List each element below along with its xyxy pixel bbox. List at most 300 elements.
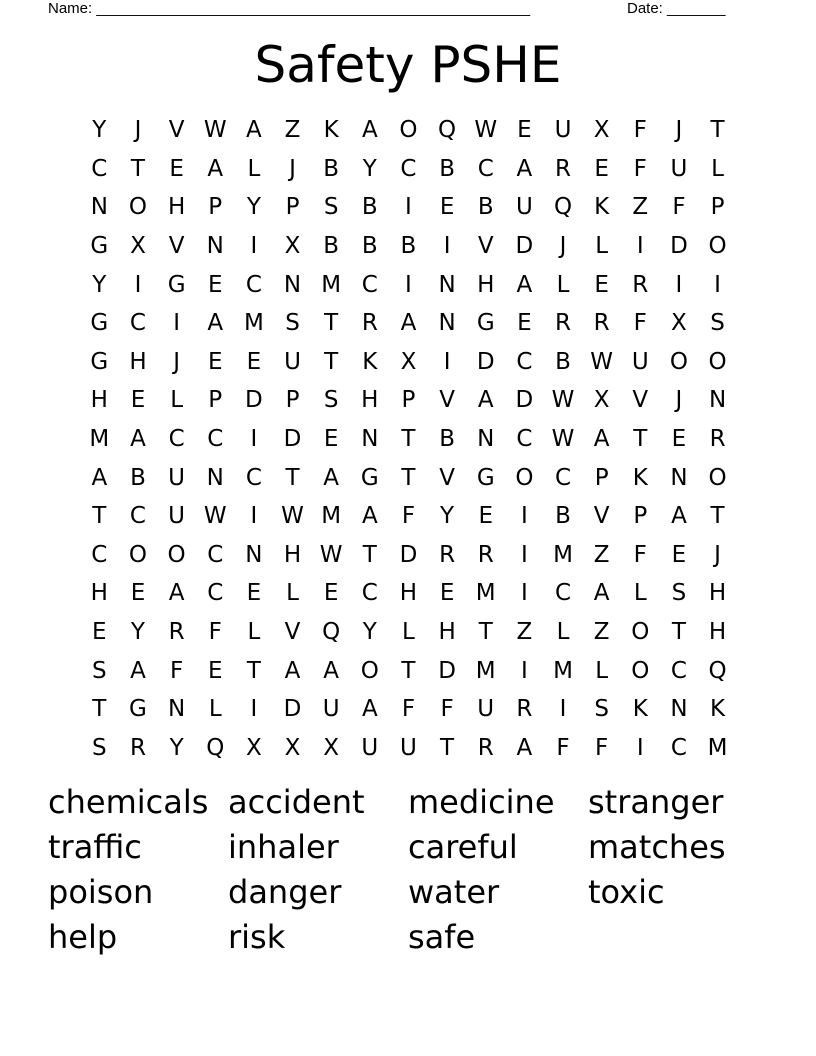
grid-cell: X [593, 387, 610, 414]
grid-cell: Y [246, 194, 261, 221]
grid-cell: R [555, 310, 571, 337]
grid-cell: H [129, 348, 147, 375]
grid-cell: H [438, 619, 456, 646]
grid-cell: T [633, 426, 648, 453]
grid-cell: T [710, 117, 725, 144]
grid-cell: Y [130, 619, 145, 646]
grid-cell: S [323, 387, 339, 414]
grid-cell: N [361, 426, 379, 453]
grid-cell: C [670, 734, 687, 761]
grid-cell: T [671, 619, 686, 646]
grid-row [80, 729, 737, 768]
grid-cell: A [361, 117, 378, 144]
grid-cell: T [92, 696, 107, 723]
grid-cell: Y [362, 155, 377, 182]
grid-cell: I [675, 271, 683, 298]
grid-row [80, 265, 737, 304]
grid-cell: G [167, 271, 186, 298]
grid-cell: I [636, 734, 644, 761]
grid-cell: N [670, 464, 688, 491]
grid-cell: G [476, 310, 495, 337]
grid-row [80, 227, 737, 266]
grid-cell: C [516, 348, 533, 375]
grid-cell: O [708, 233, 727, 260]
grid-cell: A [400, 310, 417, 337]
grid-cell: D [438, 657, 456, 684]
grid-cell: H [90, 387, 108, 414]
grid-cell: F [672, 194, 686, 221]
grid-cell: Q [206, 734, 225, 761]
grid-cell: C [129, 310, 146, 337]
grid-cell: D [283, 696, 302, 723]
grid-cell: F [633, 310, 647, 337]
letter-grid [80, 111, 737, 767]
grid-cell: U [168, 464, 186, 491]
grid-cell: H [708, 580, 727, 607]
grid-cell: O [708, 464, 727, 491]
grid-cell: T [130, 155, 145, 182]
grid-cell: N [708, 387, 727, 414]
grid-cell: M [321, 503, 342, 530]
grid-cell: I [559, 696, 567, 723]
grid-cell: V [168, 233, 185, 260]
grid-cell: O [128, 194, 148, 221]
grid-row [80, 536, 737, 575]
grid-cell: T [285, 464, 300, 491]
grid-cell: I [636, 233, 644, 260]
grid-cell: R [477, 541, 494, 568]
grid-cell: D [399, 541, 418, 568]
grid-cell: I [520, 657, 528, 684]
grid-cell: N [283, 271, 302, 298]
grid-cell: A [516, 271, 533, 298]
grid-cell: E [323, 426, 339, 453]
grid-cell: M [553, 657, 573, 684]
word-list-item: help [48, 918, 118, 956]
word-list-item: matches [588, 828, 726, 866]
grid-cell: T [324, 348, 339, 375]
grid-cell: D [515, 233, 534, 260]
grid-cell: C [361, 580, 378, 607]
grid-cell: L [208, 696, 222, 723]
grid-cell: B [130, 464, 146, 491]
grid-cell: M [89, 426, 110, 453]
grid-cell: T [440, 734, 455, 761]
grid-cell: C [554, 464, 572, 491]
grid-cell: B [323, 233, 340, 260]
grid-cell: C [477, 155, 494, 182]
grid-cell: O [399, 117, 418, 144]
grid-cell: A [361, 503, 378, 530]
grid-cell: J [675, 117, 683, 144]
grid-cell: B [477, 194, 494, 221]
grid-cell: E [246, 348, 262, 375]
word-list-item: traffic [48, 828, 142, 866]
grid-cell: H [708, 619, 727, 646]
grid-cell: L [556, 619, 570, 646]
grid-cell: E [207, 348, 223, 375]
word-list-item: chemicals [48, 783, 209, 821]
grid-cell: L [170, 387, 184, 414]
grid-cell: J [173, 348, 180, 375]
grid-cell: A [207, 155, 224, 182]
grid-cell: A [593, 580, 610, 607]
grid-cell: E [207, 271, 223, 298]
grid-cell: U [631, 348, 649, 375]
grid-cell: K [323, 117, 339, 144]
grid-cell: B [555, 503, 571, 530]
grid-cell: V [632, 387, 649, 414]
grid-row [80, 651, 737, 690]
grid-cell: N [438, 310, 456, 337]
grid-cell: B [361, 194, 378, 221]
grid-cell: E [439, 194, 455, 221]
grid-cell: U [477, 696, 495, 723]
grid-cell: M [321, 271, 342, 298]
grid-cell: A [284, 657, 301, 684]
grid-cell: C [245, 271, 262, 298]
grid-cell: H [477, 271, 495, 298]
grid-cell: F [633, 155, 647, 182]
grid-cell: N [245, 541, 263, 568]
grid-cell: I [173, 310, 180, 337]
word-list-item: toxic [588, 873, 665, 911]
grid-cell: X [284, 734, 301, 761]
grid-cell: I [134, 271, 142, 298]
word-list-item: accident [228, 783, 365, 821]
page-title: Safety PSHE [254, 36, 562, 94]
grid-cell: C [207, 580, 224, 607]
grid-cell: G [90, 310, 109, 337]
grid-cell: C [670, 657, 687, 684]
grid-cell: E [594, 155, 609, 182]
grid-cell: Z [593, 619, 610, 646]
grid-row [80, 343, 737, 382]
grid-row [80, 458, 737, 497]
grid-cell: O [360, 657, 379, 684]
grid-cell: O [515, 464, 534, 491]
grid-cell: J [675, 387, 683, 414]
grid-cell: P [208, 387, 223, 414]
grid-cell: F [169, 657, 184, 684]
grid-cell: Y [362, 619, 377, 646]
grid-cell: J [289, 155, 296, 182]
grid-cell: I [250, 426, 258, 453]
grid-cell: S [92, 734, 107, 761]
grid-cell: O [631, 619, 650, 646]
grid-cell: P [633, 503, 648, 530]
grid-cell: I [405, 271, 412, 298]
grid-row [80, 613, 737, 652]
grid-cell: T [324, 310, 339, 337]
grid-cell: X [400, 348, 417, 375]
grid-row [80, 420, 737, 459]
grid-cell: E [671, 426, 687, 453]
grid-cell: W [203, 503, 227, 530]
grid-cell: B [439, 426, 455, 453]
grid-cell: N [670, 696, 688, 723]
word-list [48, 780, 808, 960]
grid-row [80, 304, 737, 343]
grid-cell: Y [92, 271, 107, 298]
grid-cell: B [400, 233, 417, 260]
grid-cell: E [246, 580, 262, 607]
grid-cell: N [167, 696, 186, 723]
worksheet-header [0, 0, 816, 20]
grid-cell: E [169, 155, 184, 182]
grid-cell: W [551, 426, 575, 453]
grid-cell: X [130, 233, 146, 260]
grid-cell: X [671, 310, 687, 337]
grid-cell: K [632, 464, 648, 491]
grid-cell: J [559, 233, 567, 260]
grid-cell: E [517, 310, 532, 337]
grid-cell: D [476, 348, 495, 375]
grid-cell: B [439, 155, 455, 182]
grid-cell: I [714, 271, 721, 298]
word-list-item: careful [408, 828, 518, 866]
grid-cell: T [401, 464, 416, 491]
grid-cell: P [285, 194, 300, 221]
grid-cell: C [361, 271, 378, 298]
grid-cell: A [91, 464, 108, 491]
grid-cell: S [710, 310, 725, 337]
grid-cell: V [284, 619, 301, 646]
grid-cell: L [286, 580, 299, 607]
grid-cell: L [402, 619, 415, 646]
grid-cell: U [670, 155, 688, 182]
grid-cell: X [593, 117, 610, 144]
grid-cell: G [90, 348, 109, 375]
grid-cell: I [520, 503, 528, 530]
grid-cell: T [710, 503, 725, 530]
grid-cell: R [361, 310, 378, 337]
grid-cell: A [130, 657, 146, 684]
grid-cell: H [167, 194, 186, 221]
grid-cell: L [247, 619, 261, 646]
grid-cell: A [361, 696, 378, 723]
grid-cell: L [556, 271, 570, 298]
grid-cell: G [90, 233, 109, 260]
grid-cell: Z [593, 541, 610, 568]
grid-cell: W [474, 117, 498, 144]
grid-cell: D [245, 387, 263, 414]
grid-cell: U [400, 734, 417, 761]
word-list-item: medicine [408, 783, 555, 821]
grid-cell: A [207, 310, 224, 337]
grid-cell: F [401, 696, 416, 723]
grid-row [80, 188, 737, 227]
grid-cell: E [323, 580, 339, 607]
grid-cell: R [129, 734, 146, 761]
grid-cell: M [475, 580, 496, 607]
grid-cell: K [594, 194, 610, 221]
grid-cell: L [711, 155, 724, 182]
grid-cell: K [632, 696, 648, 723]
grid-cell: X [246, 734, 262, 761]
grid-cell: L [247, 155, 261, 182]
grid-cell: C [91, 541, 108, 568]
grid-cell: A [323, 657, 340, 684]
grid-row [80, 497, 737, 536]
grid-cell: A [130, 426, 146, 453]
grid-row [80, 690, 737, 729]
word-list-item: safe [408, 918, 476, 956]
grid-cell: U [361, 734, 379, 761]
grid-cell: D [515, 387, 534, 414]
grid-row [80, 150, 737, 189]
grid-cell: A [516, 155, 533, 182]
grid-cell: C [554, 580, 572, 607]
grid-cell: V [439, 387, 455, 414]
grid-cell: R [593, 310, 610, 337]
grid-cell: E [594, 271, 609, 298]
grid-cell: S [671, 580, 687, 607]
grid-cell: H [90, 580, 108, 607]
word-list-item: stranger [588, 783, 724, 821]
grid-cell: Z [284, 117, 301, 144]
grid-cell: P [710, 194, 725, 221]
grid-cell: W [281, 503, 304, 530]
grid-cell: V [168, 117, 185, 144]
date-field: Date: _______ [627, 0, 726, 17]
word-list-item: inhaler [228, 828, 339, 866]
grid-row [80, 574, 737, 613]
grid-cell: G [360, 464, 379, 491]
grid-cell: X [323, 734, 340, 761]
grid-cell: U [515, 194, 533, 221]
grid-cell: B [555, 348, 571, 375]
grid-cell: J [134, 117, 142, 144]
grid-cell: B [323, 155, 340, 182]
grid-cell: F [633, 541, 647, 568]
grid-cell: E [517, 117, 532, 144]
grid-cell: Q [708, 657, 727, 684]
grid-cell: Y [92, 117, 107, 144]
word-list-item: risk [228, 918, 286, 956]
grid-cell: O [128, 541, 148, 568]
grid-cell: Y [440, 503, 455, 530]
grid-cell: W [203, 117, 227, 144]
grid-cell: A [246, 117, 262, 144]
grid-cell: P [401, 387, 416, 414]
grid-cell: T [401, 426, 416, 453]
grid-cell: F [208, 619, 222, 646]
grid-cell: F [556, 734, 570, 761]
grid-cell: T [362, 541, 377, 568]
grid-cell: A [671, 503, 687, 530]
word-list-item: poison [48, 873, 154, 911]
word-list-item: danger [228, 873, 342, 911]
word-list-item: water [408, 873, 500, 911]
grid-cell: M [475, 657, 496, 684]
grid-cell: F [633, 117, 647, 144]
grid-cell: I [520, 541, 528, 568]
grid-cell: J [714, 541, 721, 568]
grid-cell: X [284, 233, 301, 260]
grid-cell: E [130, 580, 146, 607]
grid-cell: T [478, 619, 493, 646]
grid-cell: P [285, 387, 300, 414]
grid-cell: B [361, 233, 378, 260]
grid-row [80, 381, 737, 420]
grid-cell: E [207, 657, 223, 684]
name-field: Name: ____________________________________________________ [48, 0, 531, 17]
grid-cell: Q [438, 117, 457, 144]
grid-cell: N [438, 271, 456, 298]
grid-cell: P [594, 464, 609, 491]
grid-cell: N [206, 233, 224, 260]
grid-cell: N [206, 464, 224, 491]
grid-cell: A [516, 734, 533, 761]
grid-cell: T [246, 657, 261, 684]
grid-cell: I [250, 696, 258, 723]
grid-cell: C [207, 426, 224, 453]
grid-cell: Q [553, 194, 573, 221]
grid-cell: I [520, 580, 528, 607]
grid-cell: N [477, 426, 495, 453]
grid-cell: G [476, 464, 495, 491]
grid-cell: U [554, 117, 572, 144]
grid-cell: L [595, 233, 609, 260]
grid-cell: A [593, 426, 610, 453]
grid-cell: W [551, 387, 575, 414]
grid-cell: C [400, 155, 417, 182]
grid-cell: C [168, 426, 185, 453]
grid-cell: R [168, 619, 185, 646]
grid-cell: W [319, 541, 343, 568]
grid-cell: G [129, 696, 147, 723]
grid-cell: U [322, 696, 340, 723]
grid-cell: I [443, 233, 451, 260]
grid-cell: O [669, 348, 688, 375]
grid-cell: V [439, 464, 455, 491]
grid-row [80, 111, 737, 150]
grid-cell: O [708, 348, 727, 375]
grid-cell: T [401, 657, 416, 684]
grid-cell: D [283, 426, 302, 453]
grid-cell: O [167, 541, 186, 568]
grid-cell: R [555, 155, 571, 182]
grid-cell: I [405, 194, 412, 221]
grid-cell: S [92, 657, 107, 684]
grid-cell: R [516, 696, 533, 723]
grid-cell: F [595, 734, 609, 761]
grid-cell: C [245, 464, 262, 491]
grid-cell: I [250, 233, 258, 260]
grid-cell: Z [632, 194, 649, 221]
grid-cell: T [92, 503, 107, 530]
grid-cell: A [168, 580, 185, 607]
grid-cell: L [633, 580, 647, 607]
grid-cell: E [478, 503, 493, 530]
grid-cell: M [553, 541, 573, 568]
grid-cell: M [707, 734, 728, 761]
grid-cell: R [632, 271, 649, 298]
grid-cell: S [285, 310, 300, 337]
grid-cell: U [168, 503, 186, 530]
grid-cell: U [284, 348, 301, 375]
grid-cell: A [477, 387, 494, 414]
grid-cell: K [710, 696, 726, 723]
grid-cell: N [90, 194, 108, 221]
grid-cell: F [401, 503, 416, 530]
grid-cell: E [439, 580, 455, 607]
grid-cell: E [130, 387, 146, 414]
grid-cell: I [443, 348, 451, 375]
grid-cell: E [92, 619, 107, 646]
grid-cell: A [323, 464, 340, 491]
